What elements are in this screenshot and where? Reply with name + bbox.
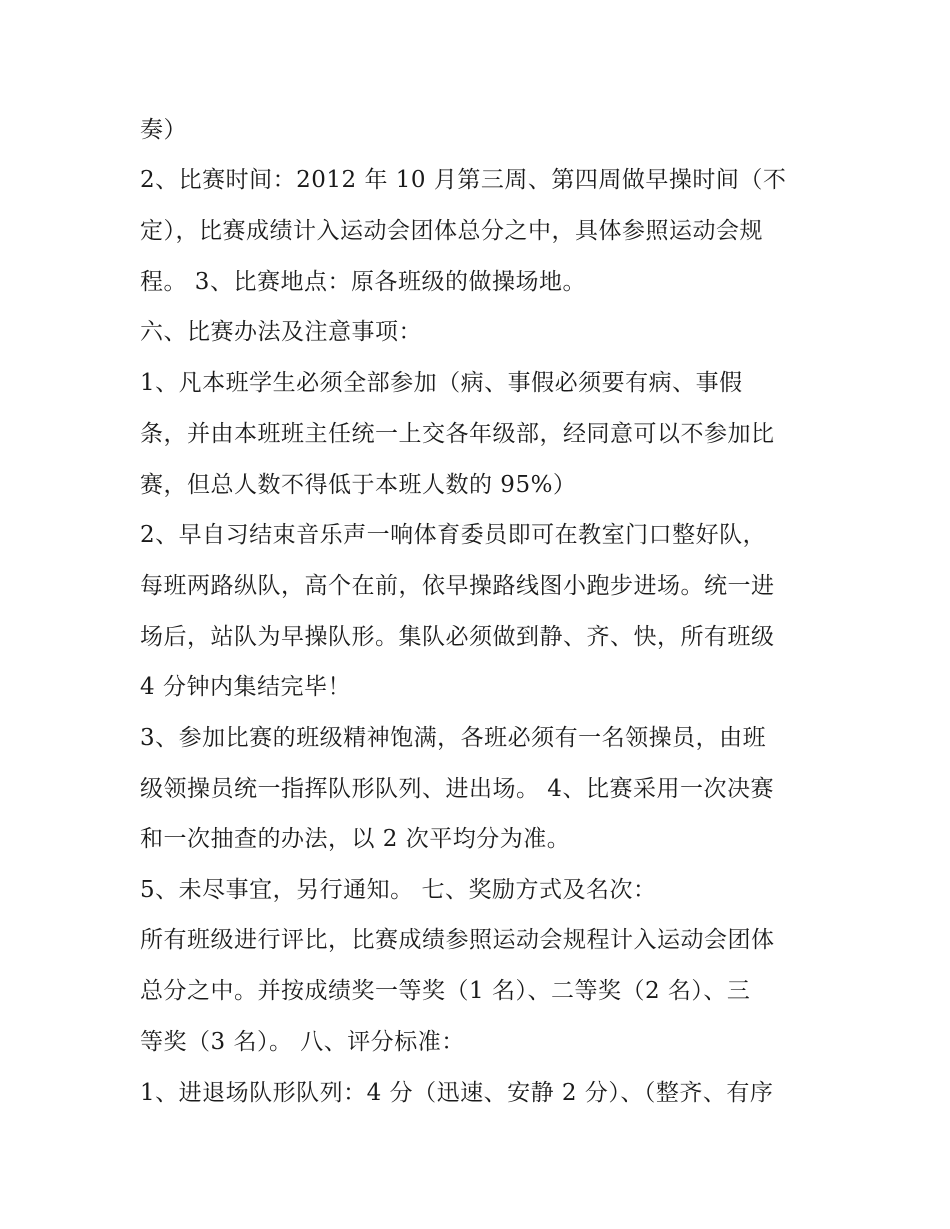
text-line: 1、凡本班学生必须全部参加（病、事假必须要有病、事假 (140, 370, 743, 396)
text-line: 4 分钟内集结完毕！ (140, 674, 351, 700)
text-line: 5、未尽事宜，另行通知。 七、奖励方式及名次： (140, 877, 657, 903)
text-line: 级领操员统一指挥队形队列、进出场。 4、比赛采用一次决赛 (140, 776, 774, 802)
text-line: 1、进退场队形队列：4 分（迅速、安静 2 分）、（整齐、有序 (140, 1080, 774, 1106)
text-line: 等奖（3 名）。 八、评分标准： (140, 1029, 465, 1055)
text-line: 场后，站队为早操队形。集队必须做到静、齐、快，所有班级 (140, 624, 775, 650)
text-line: 条，并由本班班主任统一上交各年级部，经同意可以不参加比 (140, 421, 775, 447)
text-line: 3、参加比赛的班级精神饱满，各班必须有一名领操员，由班 (140, 725, 767, 751)
text-line: 和一次抽查的办法，以 2 次平均分为准。 (140, 826, 571, 852)
text-line: 2、比赛时间：2012 年 10 月第三周、第四周做早操时间（不 (140, 167, 787, 193)
text-line: 定），比赛成绩计入运动会团体总分之中，具体参照运动会规 (140, 218, 763, 244)
text-line: 总分之中。并按成绩奖一等奖（1 名）、二等奖（2 名）、三 (140, 978, 751, 1004)
text-line: 所有班级进行评比，比赛成绩参照运动会规程计入运动会团体 (140, 927, 775, 953)
text-line: 每班两路纵队，高个在前，依早操路线图小跑步进场。统一进 (140, 573, 775, 599)
section-heading: 六、比赛办法及注意事项： (140, 319, 422, 345)
text-line: 赛，但总人数不得低于本班人数的 95%） (140, 472, 577, 498)
text-line: 2、早自习结束音乐声一响体育委员即可在教室门口整好队， (140, 522, 767, 548)
text-line: 程。 3、比赛地点：原各班级的做操场地。 (140, 269, 586, 295)
text-line: 奏） (140, 117, 187, 143)
